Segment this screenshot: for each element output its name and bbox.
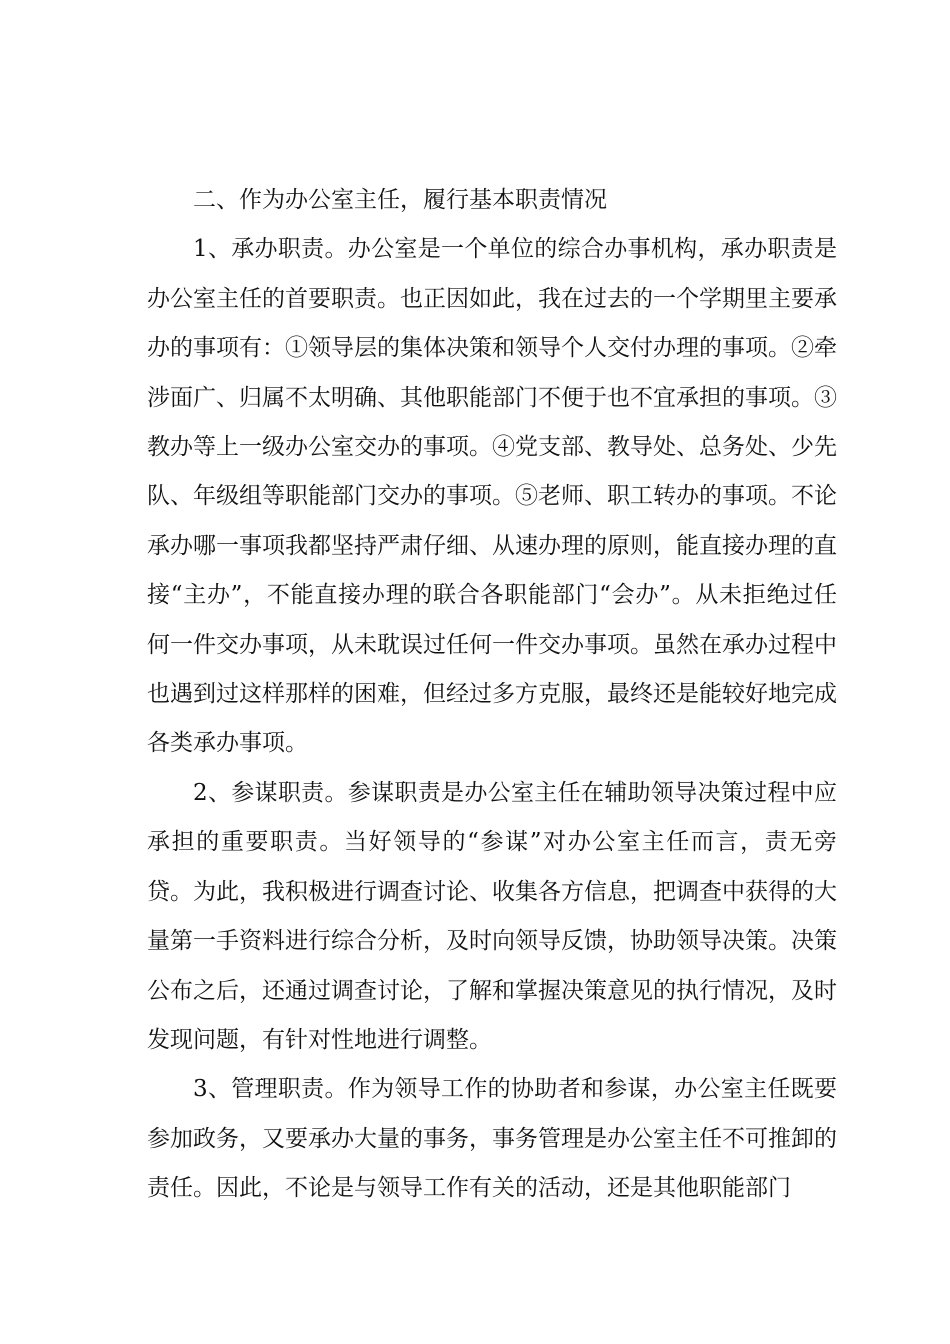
paragraph-undertaking-duty: 1、承办职责。办公室是一个单位的综合办事机构，承办职责是办公室主任的首要职责。也正因如此，我在过去的一个学期里主要承办的事项有：①领导层的集体决策和领导个人交付办理的事项。②牵涉面广、归属不太明确、其他职能部门不便于也不宜承担的事项。③教办等上一级办公室交办的事项。④党支部、教导处、总务处、少先队、年级组等职能部门交办的事项。⑤老师、职工转办的事项。不论承办哪一事项我都坚持严肃仔细、从速办理的原则，能直接办理的直接“主办”，不能直接办理的联合各职能部门“会办”。从未拒绝过任何一件交办事项，从未耽误过任何一件交办事项。虽然在承办过程中也遇到过这样那样的困难，但经过多方克服，最终还是能较好地完成各类承办事项。 bbox=[147, 236, 837, 757]
document-body bbox=[147, 176, 837, 1214]
paragraph-management-duty: 3、管理职责。作为领导工作的协助者和参谋，办公室主任既要参加政务，又要承办大量的事务，事务管理是办公室主任不可推卸的责任。因此，不论是与领导工作有关的活动，还是其他职能部门 bbox=[147, 1076, 837, 1202]
section-heading: 二、作为办公室主任，履行基本职责情况 bbox=[193, 187, 607, 213]
paragraph-advisory-duty: 2、参谋职责。参谋职责是办公室主任在辅助领导决策过程中应承担的重要职责。当好领导的“参谋”对办公室主任而言，责无旁贷。为此，我积极进行调查讨论、收集各方信息，把调查中获得的大量第一手资料进行综合分析，及时向领导反馈，协助领导决策。决策公布之后，还通过调查讨论，了解和掌握决策意见的执行情况，及时发现问题，有针对性地进行调整。 bbox=[147, 779, 837, 1053]
